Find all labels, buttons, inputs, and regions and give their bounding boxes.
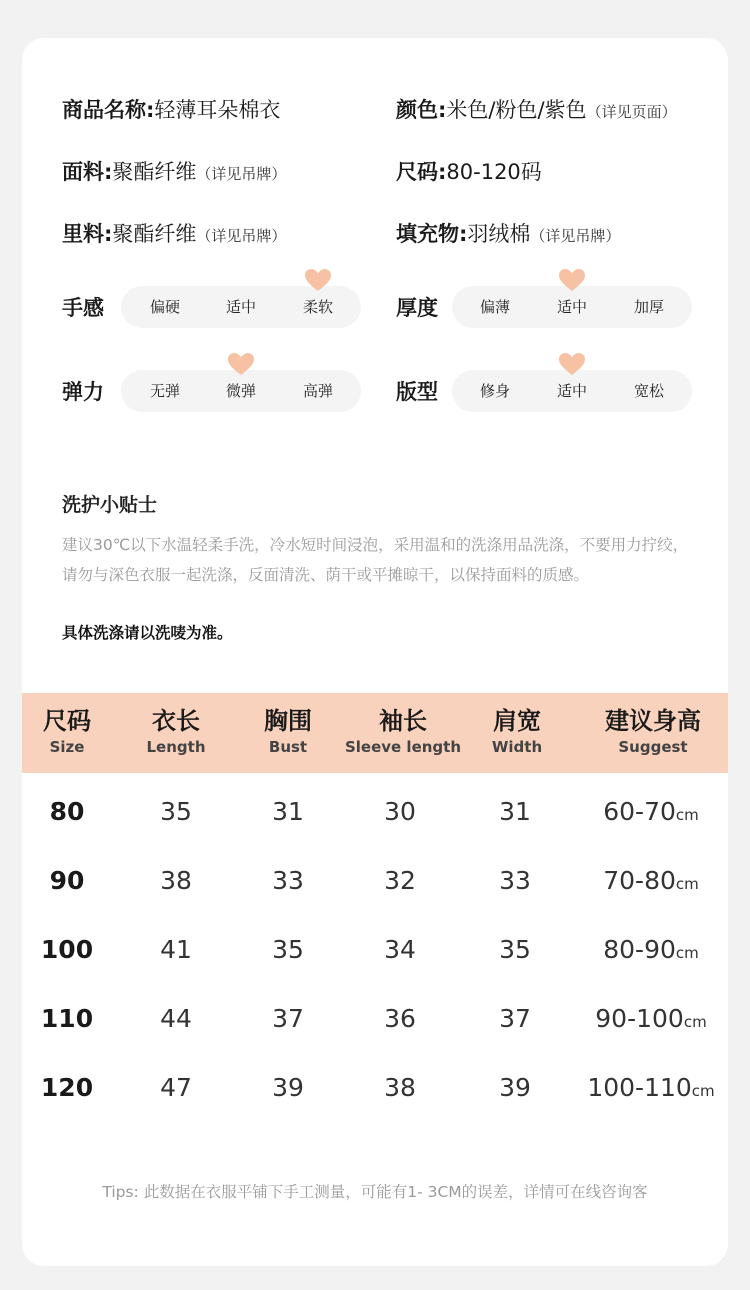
cell-sleeve: 38	[384, 1073, 416, 1102]
table-row	[0, 999, 750, 1039]
info-value: 米色/粉色/紫色	[446, 98, 587, 122]
cell-bust: 37	[272, 1004, 304, 1033]
cell-unit: cm	[675, 806, 699, 824]
rating-option: 修身	[479, 382, 510, 400]
rating-option: 偏薄	[479, 298, 510, 316]
header-zh: 袖长	[379, 707, 427, 735]
rating-option: 适中	[225, 298, 256, 316]
info-value: 聚酯纤维	[112, 222, 197, 246]
header-en: Size	[49, 738, 85, 756]
size-table-header	[22, 693, 728, 773]
cell-length: 44	[160, 1004, 192, 1033]
cell-unit: cm	[683, 1013, 707, 1031]
cell-unit: cm	[675, 875, 699, 893]
cell-suggest	[571, 930, 731, 973]
info-color	[396, 96, 677, 126]
cell-suggest	[571, 792, 731, 835]
header-length	[111, 693, 241, 757]
rating-label-thickness: 厚度	[396, 296, 438, 320]
header-en: Sleeve length	[344, 738, 462, 756]
rating-option: 加厚	[633, 298, 664, 316]
info-lining	[62, 220, 286, 250]
info-note: （详见吊牌）	[196, 165, 287, 183]
cell-suggest	[571, 1068, 731, 1111]
table-row	[0, 930, 750, 970]
rating-option: 无弹	[149, 382, 180, 400]
cell-length: 35	[160, 797, 192, 826]
heart-icon	[227, 352, 255, 376]
info-label: 尺码:	[396, 160, 447, 184]
rating-option: 柔软	[302, 298, 333, 316]
info-label: 颜色:	[396, 98, 447, 122]
info-filling	[396, 220, 620, 250]
rating-option: 适中	[556, 298, 587, 316]
cell-sleeve: 32	[384, 866, 416, 895]
rating-option: 宽松	[633, 382, 664, 400]
rating-option: 微弹	[225, 382, 256, 400]
info-label: 商品名称:	[62, 98, 155, 122]
cell-length: 47	[160, 1073, 192, 1102]
cell-bust: 33	[272, 866, 304, 895]
rating-label-feel: 手感	[62, 296, 104, 320]
tips-text: Tips: 此数据在衣服平铺下手工测量，可能有1- 3CM的误差，详情可在线咨询客	[102, 1183, 648, 1201]
care-title: 洗护小贴士	[62, 494, 158, 516]
cell-size: 120	[40, 1073, 94, 1102]
cell-size: 110	[40, 1004, 94, 1033]
cell-suggest-value: 70-80	[603, 866, 676, 895]
header-zh: 胸围	[264, 707, 312, 735]
info-value: 80-120码	[446, 160, 542, 184]
rating-scale-fit	[452, 370, 692, 412]
info-value: 聚酯纤维	[112, 160, 197, 184]
rating-option: 偏硬	[149, 298, 180, 316]
care-text: 建议30℃以下水温轻柔手洗，冷水短时间浸泡，采用温和的洗涤用品洗涤，不要用力拧绞，请勿与深色衣服一起洗涤，反面清洗、荫干或平摊晾干，以保持面料的质感。	[62, 536, 689, 584]
rating-option: 高弹	[302, 382, 333, 400]
rating-scale-thickness	[452, 286, 692, 328]
cell-suggest-value: 100-110	[587, 1073, 692, 1102]
heart-icon	[304, 268, 332, 292]
heart-icon	[558, 352, 586, 376]
cell-bust: 39	[272, 1073, 304, 1102]
info-note: （详见吊牌）	[196, 227, 287, 245]
header-suggest	[588, 693, 718, 757]
cell-size: 90	[49, 866, 85, 895]
table-row	[0, 792, 750, 832]
rating-scale-elasticity	[121, 370, 361, 412]
info-value: 羽绒棉	[467, 222, 531, 246]
rating-option: 适中	[556, 382, 587, 400]
header-zh: 建议身高	[605, 707, 701, 735]
care-note: 具体洗涤请以洗唛为准。	[62, 624, 233, 642]
cell-width: 31	[499, 797, 531, 826]
info-size	[396, 158, 542, 186]
cell-sleeve: 30	[384, 797, 416, 826]
cell-suggest-value: 80-90	[603, 935, 676, 964]
header-en: Suggest	[618, 738, 688, 756]
cell-bust: 35	[272, 935, 304, 964]
info-note: （详见吊牌）	[530, 227, 621, 245]
cell-sleeve: 34	[384, 935, 416, 964]
info-product-name	[62, 96, 280, 124]
header-zh: 尺码	[43, 707, 91, 735]
cell-suggest-value: 60-70	[603, 797, 676, 826]
header-zh: 衣长	[152, 707, 200, 735]
table-row	[0, 1068, 750, 1108]
cell-suggest	[571, 999, 731, 1042]
table-row	[0, 861, 750, 901]
cell-width: 33	[499, 866, 531, 895]
info-value: 轻薄耳朵棉衣	[154, 98, 281, 122]
cell-suggest-value: 90-100	[595, 1004, 684, 1033]
rating-scale-feel	[121, 286, 361, 328]
info-note: （详见页面）	[586, 103, 677, 121]
cell-size: 100	[40, 935, 94, 964]
cell-length: 38	[160, 866, 192, 895]
cell-length: 41	[160, 935, 192, 964]
info-label: 填充物:	[396, 222, 468, 246]
cell-size: 80	[49, 797, 85, 826]
cell-width: 35	[499, 935, 531, 964]
header-zh: 肩宽	[493, 707, 541, 735]
info-label: 面料:	[62, 160, 113, 184]
cell-sleeve: 36	[384, 1004, 416, 1033]
cell-unit: cm	[691, 1082, 715, 1100]
header-width	[452, 693, 582, 757]
rating-label-fit: 版型	[396, 380, 438, 404]
info-fabric	[62, 158, 286, 188]
cell-width: 39	[499, 1073, 531, 1102]
cell-suggest	[571, 861, 731, 904]
cell-bust: 31	[272, 797, 304, 826]
cell-width: 37	[499, 1004, 531, 1033]
header-en: Width	[491, 738, 543, 756]
header-en: Length	[146, 738, 206, 756]
info-label: 里料:	[62, 222, 113, 246]
cell-unit: cm	[675, 944, 699, 962]
rating-label-elasticity: 弹力	[62, 380, 104, 404]
header-en: Bust	[268, 738, 308, 756]
heart-icon	[558, 268, 586, 292]
